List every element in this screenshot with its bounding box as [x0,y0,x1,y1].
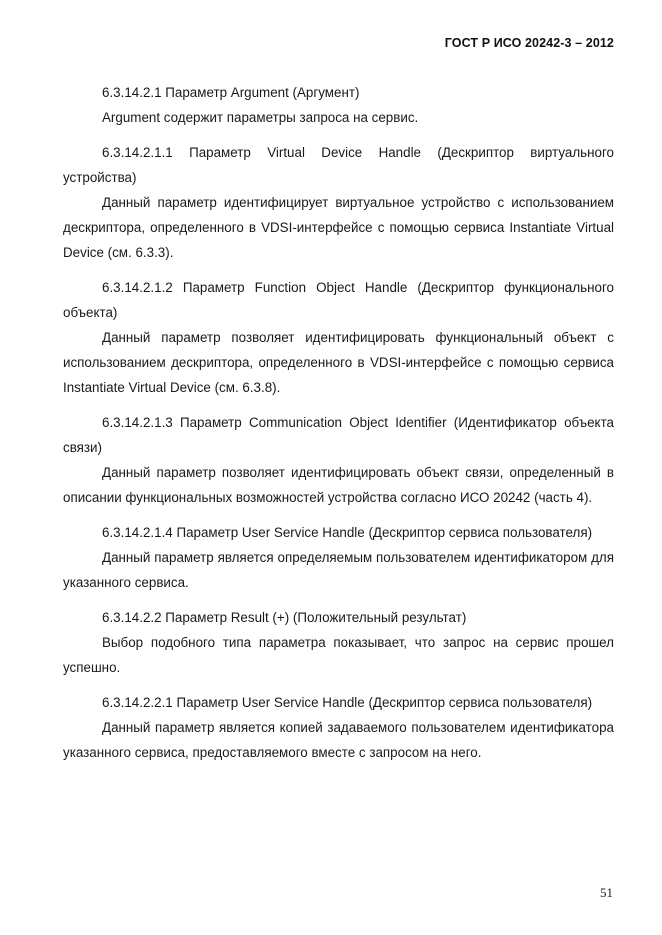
section-heading-6-3-14-2-1: 6.3.14.2.1 Параметр Argument (Аргумент) [102,85,360,100]
paragraph-gap [63,265,614,275]
paragraph-gap [63,400,614,410]
paragraph-gap [63,680,614,690]
body-paragraph: Данный параметр является копией задаваемого пользователем идентификатора указанного сервиса, предоставляемого вместе с запросом на него. [63,720,614,760]
paragraph-gap [63,595,614,605]
paragraph-gap [63,510,614,520]
document-body [63,80,614,765]
paragraph-gap [63,130,614,140]
section-heading-6-3-14-2-1-2: 6.3.14.2.1.2 Параметр Function Object Handle (Дескриптор функционального объекта) [63,280,614,320]
section-heading-6-3-14-2-2: 6.3.14.2.2 Параметр Result (+) (Положительный результат) [102,610,467,625]
section-heading-6-3-14-2-1-3: 6.3.14.2.1.3 Параметр Communication Object Identifier (Идентификатор объекта связи) [63,415,614,455]
document-code-header: ГОСТ Р ИСО 20242-3 – 2012 [444,36,614,50]
body-paragraph: Данный параметр позволяет идентифицировать объект связи, определенный в описании функциональных возможностей устройства согласно ИСО 20242 (часть 4). [63,465,614,505]
body-paragraph: Argument содержит параметры запроса на сервис. [102,110,419,125]
body-paragraph: Выбор подобного типа параметра показывает, что запрос на сервис прошел успешно. [63,635,614,675]
section-heading-6-3-14-2-1-4: 6.3.14.2.1.4 Параметр User Service Handle (Дескриптор сервиса пользователя) [102,525,593,540]
page-number: 51 [600,885,613,900]
body-paragraph: Данный параметр позволяет идентифицировать функциональный объект с использованием дескриптора, определенного в VDSI-интерфейсе с помощью сервиса Instantiate Virtual Device (см. 6.3.8). [63,330,614,395]
body-paragraph: Данный параметр является определяемым пользователем идентификатором для указанного сервиса. [63,550,614,590]
body-paragraph: Данный параметр идентифицирует виртуальное устройство с использованием дескриптора, определенного в VDSI-интерфейсе с помощью сервиса Instantiate Virtual Device (см. 6.3.3). [63,195,614,260]
section-heading-6-3-14-2-1-1: 6.3.14.2.1.1 Параметр Virtual Device Handle (Дескриптор виртуального устройства) [63,145,614,185]
section-heading-6-3-14-2-2-1: 6.3.14.2.2.1 Параметр User Service Handle (Дескриптор сервиса пользователя) [102,695,593,710]
